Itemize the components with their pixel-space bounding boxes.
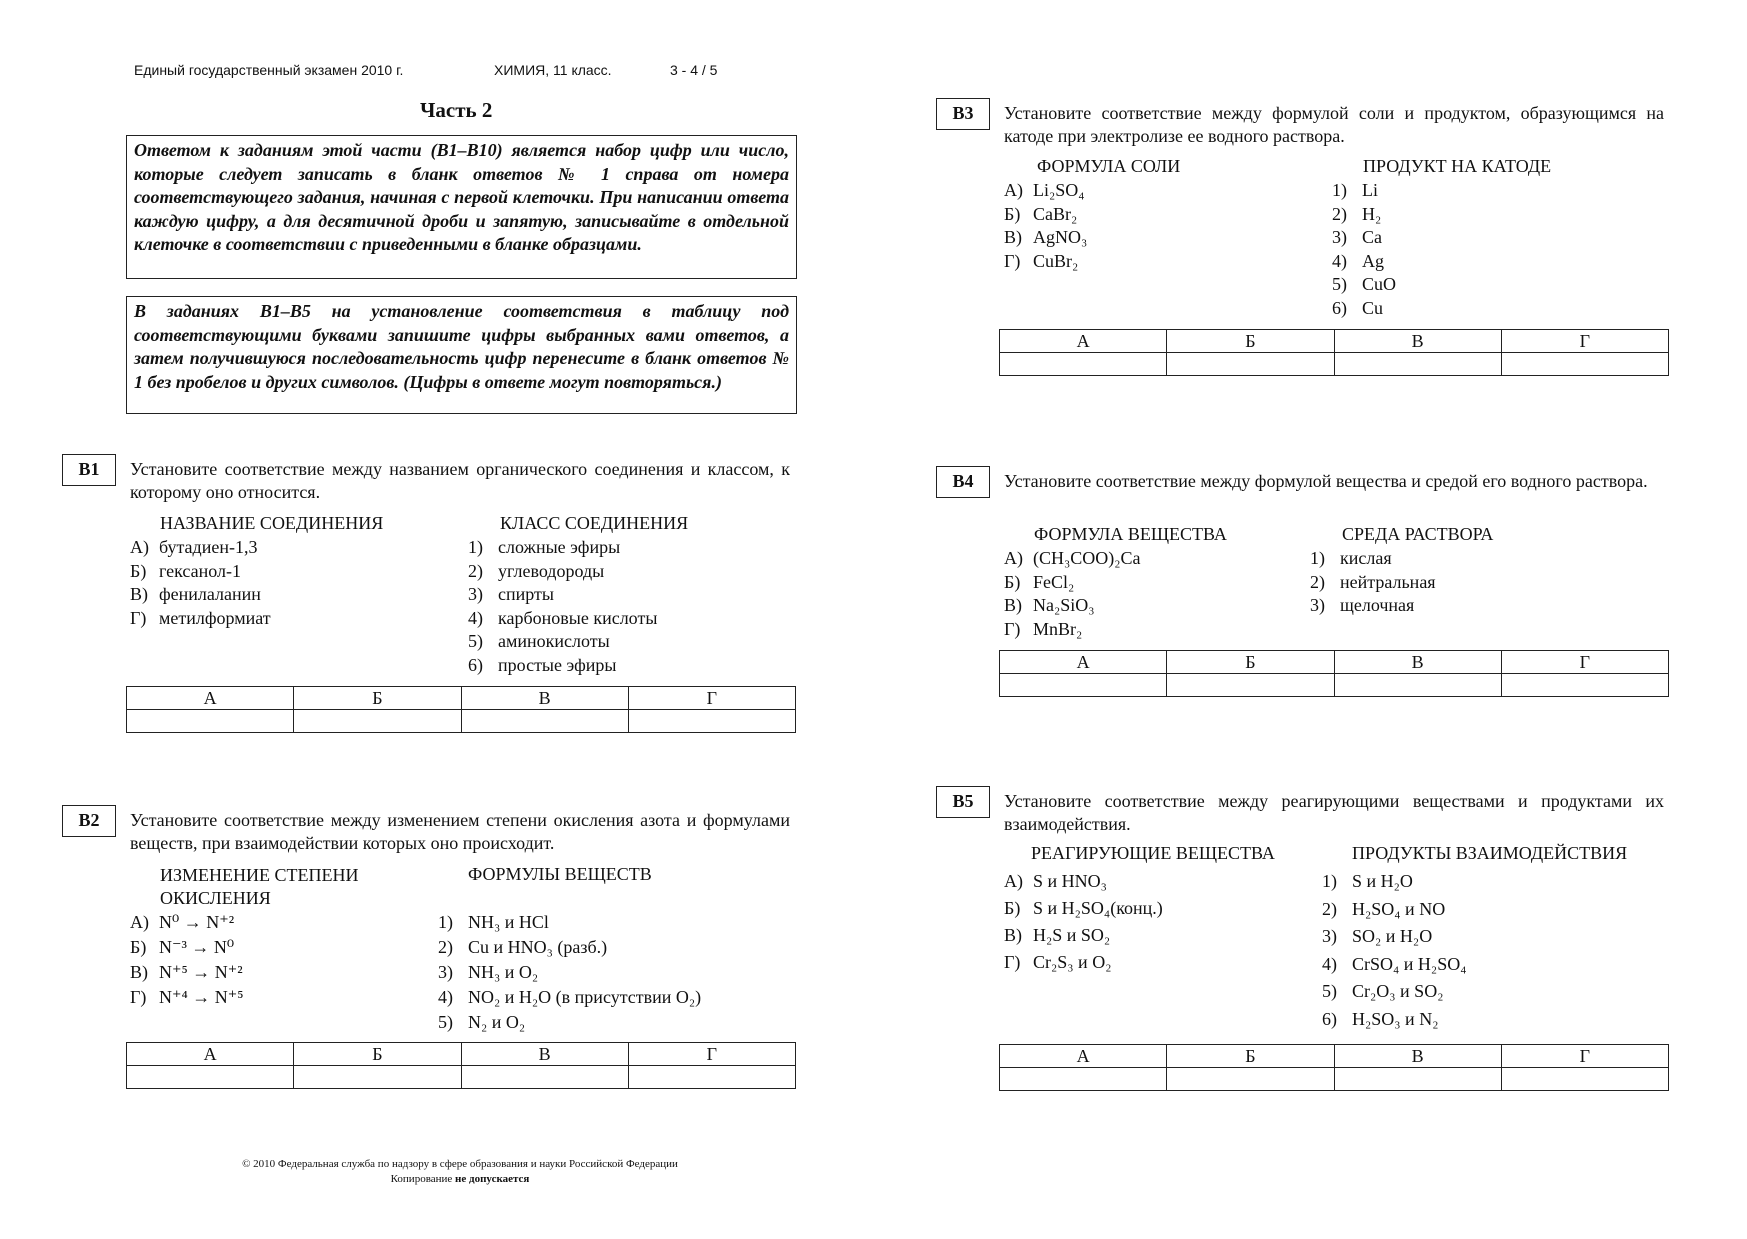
answer-header-v: В [1334,651,1501,674]
task-b2-left-header: ИЗМЕНЕНИЕ СТЕПЕНИ ОКИСЛЕНИЯ [160,865,359,908]
answer-cell-b[interactable] [1167,1068,1334,1091]
list-item: Б) N⁻³ → N⁰ [130,937,235,957]
task-b1-question: Установите соответствие между названием органического соединения и классом, к которому оно относится. [130,459,790,502]
task-b3-right-list [1332,179,1396,320]
answer-header-g: Г [1501,1045,1668,1068]
header-subject: ХИМИЯ, 11 класс. [494,62,612,78]
task-b1-left-header: НАЗВАНИЕ СОЕДИНЕНИЯ [160,513,384,533]
answer-header-v: В [1334,1045,1501,1068]
list-item: 5) N₂ и O₂ [438,1012,526,1032]
list-item: В) N⁺⁵ → N⁺² [130,962,243,982]
answer-cell-g[interactable] [1501,1068,1668,1091]
task-b2-right-list [438,910,701,1035]
instructions-box-1: Ответом к заданиям этой части (В1–В10) является набор цифр или число, которые следует записать в бланк ответов № 1 справа от номера соответствующего задания, начиная с первой клеточки. При написании ответа каждую цифру, а для десятичной дроби и запятую, записывайте в отдельной клеточке в соответствии с приведенными в бланке образцами. [126,135,797,279]
list-item: 4) NO₂ и H₂O (в присутствии O₂) [438,987,702,1007]
list-item: 2) Cu и HNO₃ (разб.) [438,937,608,957]
answer-cell-v[interactable] [1334,674,1501,697]
task-b4-left-list [1004,547,1141,641]
list-item: 5) CuO [1332,274,1397,294]
task-b3-left-list [1004,179,1087,273]
answer-cell-a[interactable] [1000,674,1167,697]
answer-header-a: А [1000,651,1167,674]
task-tag-b4: В4 [936,466,990,498]
task-tag-b5: В5 [936,786,990,818]
list-item: 1) NH₃ и HCl [438,912,549,932]
task-b4-left-header: ФОРМУЛА ВЕЩЕСТВА [1034,524,1227,544]
list-item: 3) NH₃ и O₂ [438,962,539,982]
task-b3-right-header: ПРОДУКТ НА КАТОДЕ [1363,156,1552,176]
task-b1-right-header: КЛАСС СОЕДИНЕНИЯ [500,513,689,533]
list-item: 1) сложные эфиры [468,537,621,557]
list-item: Г) Cr₂S₃ и O₂ [1004,952,1112,972]
list-item: В) Na₂SiO₃ [1004,595,1095,615]
answer-header-v: В [461,1043,628,1066]
answer-cell-g[interactable] [1501,674,1668,697]
answer-cell-v[interactable] [1334,353,1501,376]
list-item: 3) SO₂ и H₂O [1322,926,1433,946]
task-b4-right-list [1310,547,1436,618]
list-item: 4) карбоновые кислоты [468,607,658,628]
list-item: Б) FeCl₂ [1004,571,1075,592]
answer-cell-a[interactable] [1000,353,1167,376]
list-item: Б) CaBr₂ [1004,203,1078,224]
instructions-box-2: В заданиях В1–В5 на установление соответствия в таблицу под соответствующими буквами запишите цифры выбранных вами ответов, а затем получившуюся последовательность цифр перенесите в бланк ответов № 1 без пробелов и других символов. (Цифры в ответе могут повторяться.) [126,296,797,414]
answer-header-a: А [1000,1045,1167,1068]
list-item: 1) S и H₂O [1322,871,1413,891]
answer-cell-a[interactable] [1000,1068,1167,1091]
answer-cell-g[interactable] [1501,353,1668,376]
task-b5-question: Установите соответствие между реагирующими веществами и продуктами их взаимодействия. [1004,791,1664,834]
list-item: 4) Ag [1332,250,1384,271]
answer-header-b: Б [1167,651,1334,674]
list-item: Г) MnBr₂ [1004,618,1083,639]
list-item: 4) CrSO₄ и H₂SO₄ [1322,953,1467,974]
answer-cell-v[interactable] [1334,1068,1501,1091]
list-item: 6) простые эфиры [468,654,617,675]
answer-header-b: Б [1167,1045,1334,1068]
answer-cell-g[interactable] [628,1066,795,1089]
list-item: В) H₂S и SO₂ [1004,925,1111,945]
list-item: Г) N⁺⁴ → N⁺⁵ [130,987,244,1007]
task-b3-left-header: ФОРМУЛА СОЛИ [1037,156,1181,176]
list-item: 3) Ca [1332,227,1382,247]
list-item: А) Li₂SO₄ [1004,180,1085,200]
list-item: А) бутадиен-1,3 [130,537,258,557]
task-b5-left-list [1004,868,1163,976]
task-b5-right-header: ПРОДУКТЫ ВЗАИМОДЕЙСТВИЯ [1352,843,1628,863]
list-item: Г) CuBr₂ [1004,250,1079,271]
list-item: 2) углеводороды [468,560,605,581]
list-item: 1) кислая [1310,548,1392,568]
list-item: 2) H₂SO₄ и NO [1322,898,1446,919]
answer-header-v: В [461,687,628,710]
header-page: 3 - 4 / 5 [670,62,718,78]
header-exam: Единый государственный экзамен 2010 г. [134,62,404,78]
answer-cell-a[interactable] [127,1066,294,1089]
list-item: 5) аминокислоты [468,631,610,651]
task-b2-right-header: ФОРМУЛЫ ВЕЩЕСТВ [468,864,652,884]
answer-cell-a[interactable] [127,710,294,733]
list-item: 5) Cr₂O₃ и SO₂ [1322,981,1444,1001]
task-b3-question: Установите соответствие между формулой соли и продуктом, образующимся на катоде при электролизе ее водного раствора. [1004,103,1664,146]
answer-cell-b[interactable] [1167,353,1334,376]
list-item: Б) гексанол-1 [130,560,242,581]
answer-cell-v[interactable] [461,1066,628,1089]
task-b5-left-header: РЕАГИРУЮЩИЕ ВЕЩЕСТВА [1031,843,1275,863]
list-item: 1) Li [1332,180,1378,200]
answer-header-g: Г [628,1043,795,1066]
task-b4-answer-table [999,650,1669,697]
list-item: 3) спирты [468,584,554,604]
task-b1-right-list [468,536,657,677]
part-title: Часть 2 [420,98,493,122]
answer-cell-b[interactable] [294,1066,461,1089]
task-b2-left-list [130,910,244,1010]
answer-header-g: Г [628,687,795,710]
task-b5-right-list [1322,868,1466,1033]
list-item: 6) H₂SO₃ и N₂ [1322,1008,1439,1029]
answer-header-g: Г [1501,330,1668,353]
answer-cell-g[interactable] [628,710,795,733]
task-tag-b2: В2 [62,805,116,837]
task-b1-left-list [130,536,271,630]
task-b2-answer-table [126,1042,796,1089]
answer-header-v: В [1334,330,1501,353]
answer-cell-b[interactable] [294,710,461,733]
task-b4-right-header: СРЕДА РАСТВОРА [1342,524,1494,544]
list-item: В) фенилаланин [130,584,261,604]
task-b5-answer-table [999,1044,1669,1091]
list-item: Б) S и H₂SO₄(конц.) [1004,898,1163,918]
list-item: 3) щелочная [1310,595,1415,615]
footer-copy-note: Копирование не допускается [390,1173,530,1185]
answer-header-b: Б [294,687,461,710]
list-item: А) S и HNO₃ [1004,871,1107,891]
answer-header-a: А [127,1043,294,1066]
list-item: А) N⁰ → N⁺² [130,912,235,932]
list-item: 2) H₂ [1332,203,1382,224]
answer-cell-v[interactable] [461,710,628,733]
answer-header-g: Г [1501,651,1668,674]
task-b4-question: Установите соответствие между формулой вещества и средой его водного раствора. [1004,471,1648,491]
list-item: В) AgNO₃ [1004,227,1088,247]
task-tag-b3: В3 [936,98,990,130]
task-tag-b1: В1 [62,454,116,486]
footer [190,1157,730,1187]
list-item: 2) нейтральная [1310,571,1436,592]
task-b1-answer-table [126,686,796,733]
list-item: А) (CH₃COO)₂Ca [1004,548,1141,568]
task-b2-question: Установите соответствие между изменением степени окисления азота и формулами веществ, при взаимодействии которых оно происходит. [130,810,790,853]
task-b3-answer-table [999,329,1669,376]
footer-copyright: © 2010 Федеральная служба по надзору в сфере образования и науки Российской Федерации [242,1158,678,1170]
list-item: Г) метилформиат [130,607,271,628]
answer-header-a: А [127,687,294,710]
answer-header-b: Б [294,1043,461,1066]
answer-header-b: Б [1167,330,1334,353]
list-item: 6) Cu [1332,297,1384,318]
answer-header-a: А [1000,330,1167,353]
answer-cell-b[interactable] [1167,674,1334,697]
